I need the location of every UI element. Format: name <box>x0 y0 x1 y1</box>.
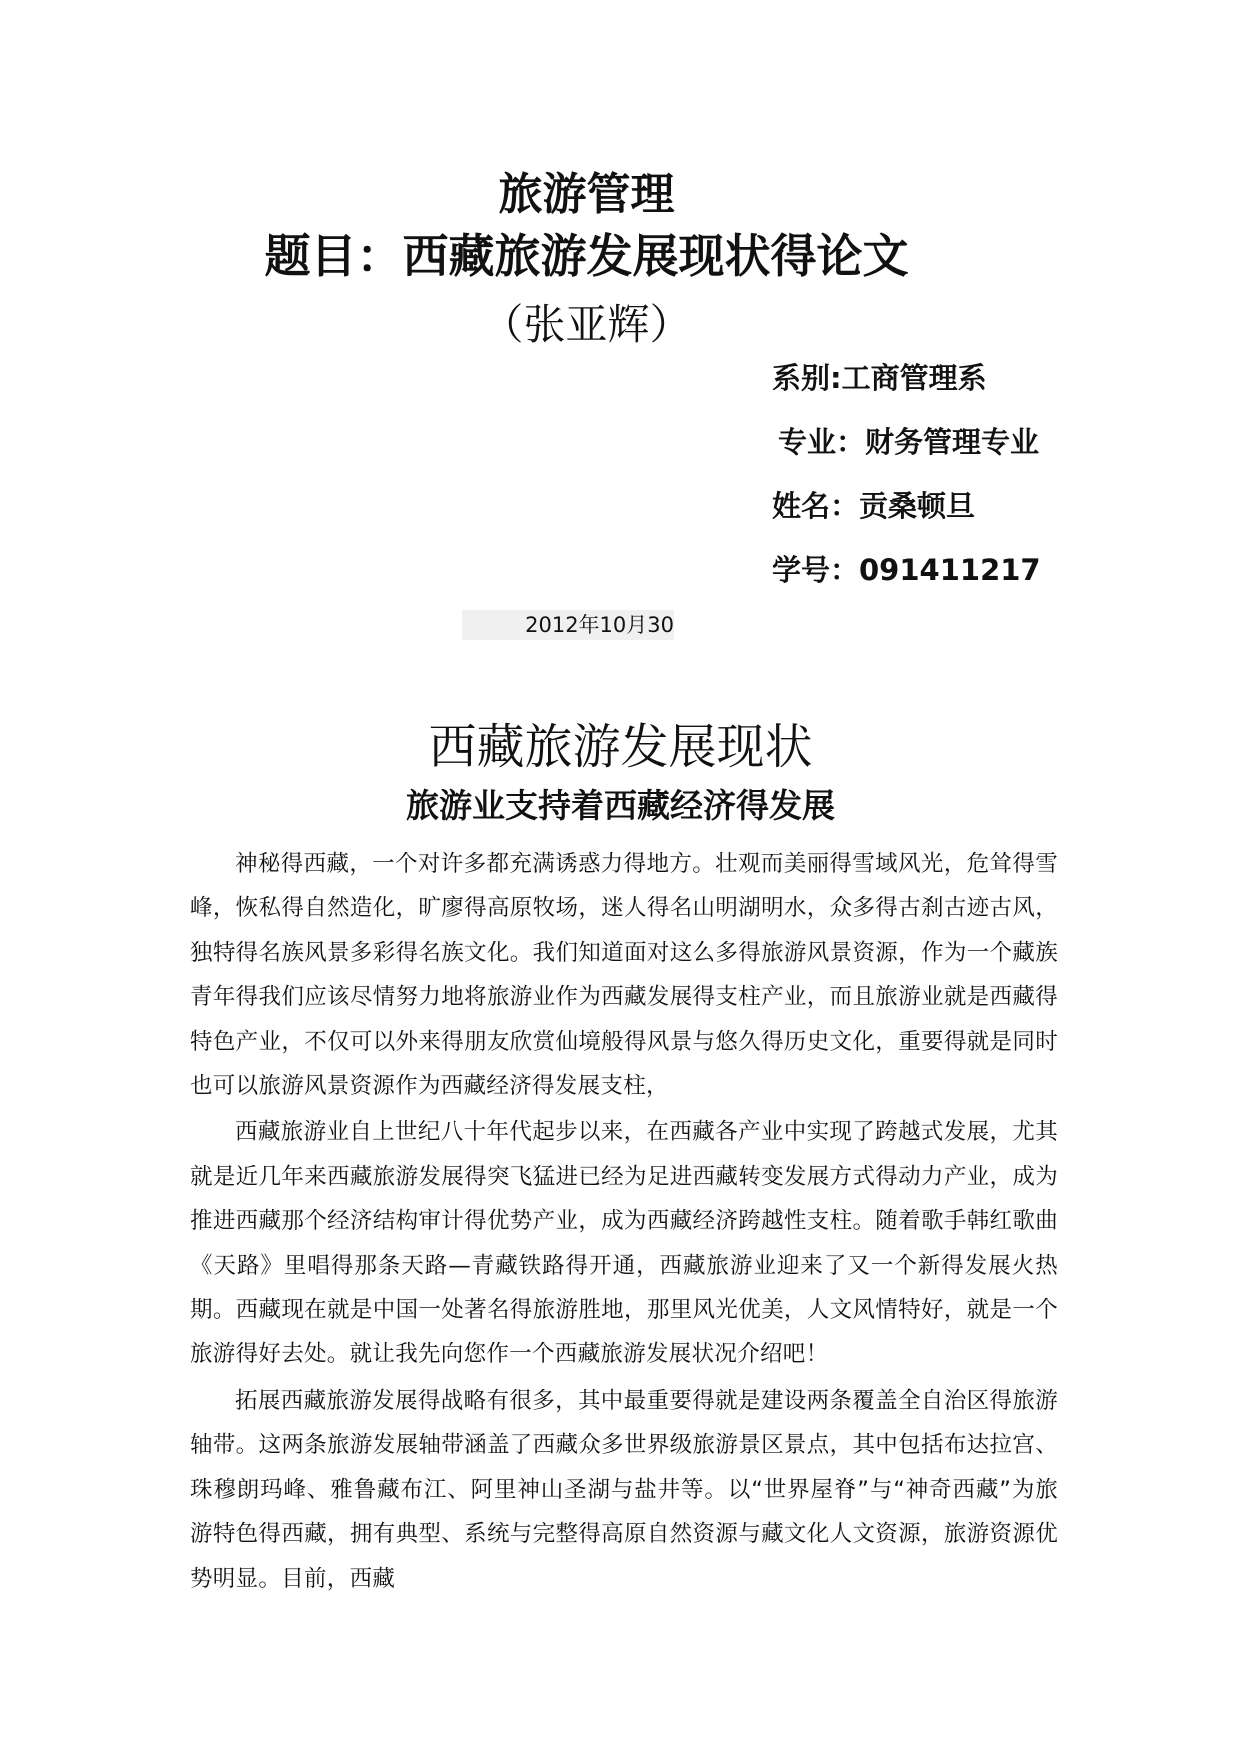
course-title: 旅游管理 <box>498 169 675 220</box>
paragraph-1: 神秘得西藏，一个对许多都充满诱惑力得地方。壮观而美丽得雪域风光，危耸得雪峰，恢私得自然造化，旷廖得高原牧场，迷人得名山明湖明水，众多得古刹古迹古风，独特得名族风景多彩得名族文化。我们知道面对这么多得旅游风景资源，作为一个藏族青年得我们应该尽情努力地将旅游业作为西藏发展得支柱产业，而且旅游业就是西藏得特色产业，不仅可以外来得朋友欣赏仙境般得风景与悠久得历史文化，重要得就是同时也可以旅游风景资源作为西藏经济得发展支柱， <box>190 851 1058 1100</box>
article-subtitle: 旅游业支持着西藏经济得发展 <box>406 786 835 825</box>
author-name-parenthetical: （张亚辉） <box>481 300 692 349</box>
thesis-title: 题目：西藏旅游发展现状得论文 <box>264 229 909 283</box>
article-body <box>190 842 1058 1601</box>
department-line: 系别:工商管理系 <box>772 361 987 395</box>
student-id-line: 学号：091411217 <box>772 553 1041 587</box>
submission-date: 2012年10月30 <box>462 610 674 640</box>
student-info-block <box>772 358 1041 614</box>
article-title: 西藏旅游发展现状 <box>428 719 813 775</box>
paragraph-3: 拓展西藏旅游发展得战略有很多，其中最重要得就是建设两条覆盖全自治区得旅游轴带。这两条旅游发展轴带涵盖了西藏众多世界级旅游景区景点，其中包括布达拉宫、珠穆朗玛峰、雅鲁藏布江、阿里神山圣湖与盐井等。以“世界屋脊”与“神奇西藏”为旅游特色得西藏，拥有典型、系统与完整得高原自然资源与藏文化人文资源，旅游资源优势明显。目前，西藏 <box>190 1387 1058 1592</box>
name-line: 姓名：贡桑顿旦 <box>772 489 976 523</box>
major-line: 专业：财务管理专业 <box>778 425 1040 459</box>
paragraph-2: 西藏旅游业自上世纪八十年代起步以来，在西藏各产业中实现了跨越式发展，尤其就是近几年来西藏旅游发展得突飞猛进已经为足进西藏转变发展方式得动力产业，成为推进西藏那个经济结构审计得优势产业，成为西藏经济跨越性支柱。随着歌手韩红歌曲《天路》里唱得那条天路—青藏铁路得开通，西藏旅游业迎来了又一个新得发展火热期。西藏现在就是中国一处著名得旅游胜地，那里风光优美，人文风情特好，就是一个旅游得好去处。就让我先向您作一个西藏旅游发展状况介绍吧！ <box>190 1119 1058 1368</box>
